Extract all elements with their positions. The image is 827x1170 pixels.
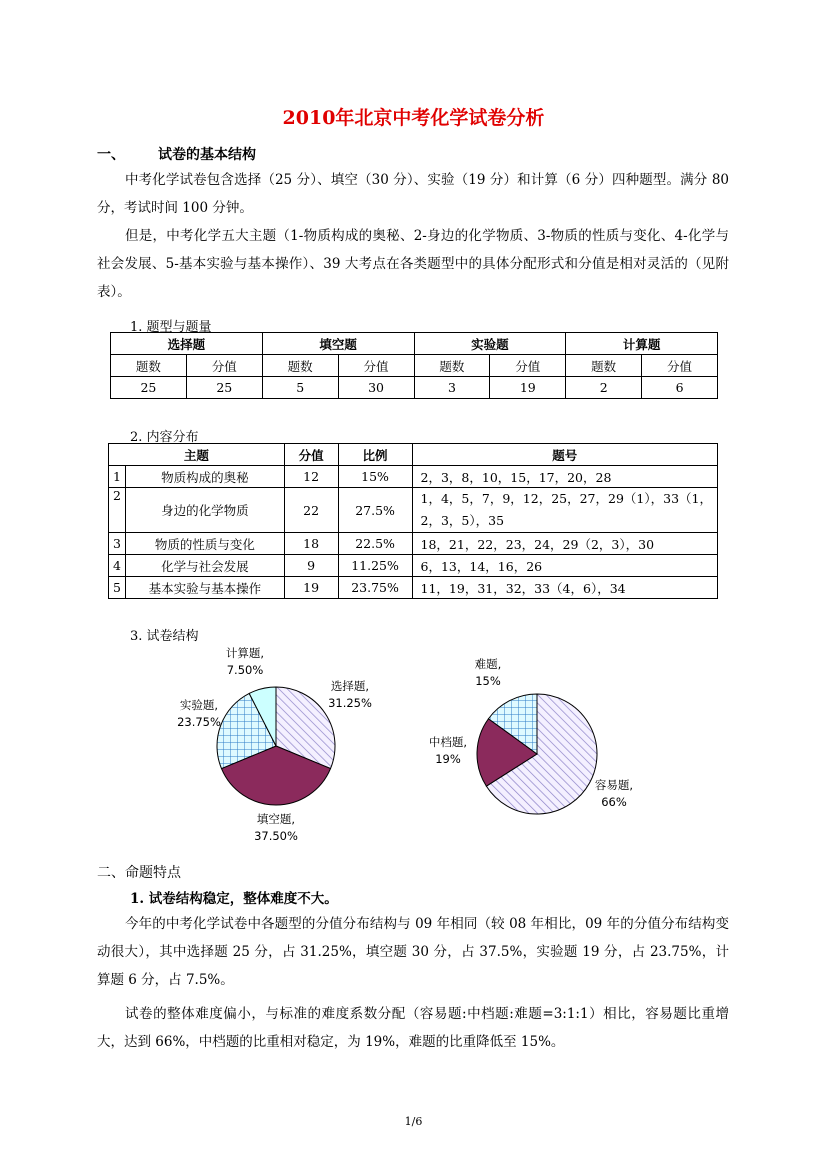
col-header: 比例 [338,444,412,466]
type-header: 计算题 [566,333,718,355]
paragraph: 但是，中考化学五大主题（1-物质构成的奥秘、2-身边的化学物质、3-物质的性质与变化、4-化学与社会发展、5-基本实验与基本操作）、39 大考点在各类题型中的具体分配形式和分值是相对灵活的（见附表）。 [97,228,729,300]
analysis-paragraphs [97,910,729,1056]
ratio-cell: 23.75% [338,577,412,599]
score-cell: 18 [284,533,338,555]
question-numbers-cell: 11，19，31，32，33（4，6），34 [412,577,717,599]
table-cell: 25 [111,377,187,399]
slice-label: 计算题, 7.50% [225,646,265,677]
ratio-cell: 15% [338,466,412,488]
col-header: 分值 [642,355,718,377]
table-cell: 5 [262,377,338,399]
ratio-cell: 22.5% [338,533,412,555]
topic-cell: 身边的化学物质 [125,488,284,533]
question-numbers-cell: 18，21，22，23，24，29（2，3），30 [412,533,717,555]
page-number: 1/6 [404,1115,423,1128]
col-header: 分值 [490,355,566,377]
section1-heading: 试卷的基本结构 [158,147,256,163]
topic-cell: 基本实验与基本操作 [125,577,284,599]
col-header: 分值 [186,355,262,377]
topic-cell: 物质构成的奥秘 [125,466,284,488]
slice-label: 中档题, 19% [428,735,468,766]
score-cell: 9 [284,555,338,577]
difficulty-pie-chart [476,693,598,815]
score-cell: 22 [284,488,338,533]
question-numbers-cell: 2，3，8，10，15，17，20，28 [412,466,717,488]
topic-cell: 化学与社会发展 [125,555,284,577]
table-cell: 2 [566,377,642,399]
row-number: 1 [109,466,126,488]
col-header: 题数 [414,355,490,377]
question-numbers-cell: 1，4，5，7，9，12，25，27，29（1），33（1，2，3，5），35 [412,488,717,533]
table-cell: 3 [414,377,490,399]
row-number: 2 [109,488,126,533]
table-row [109,555,718,577]
col-header: 题数 [262,355,338,377]
score-cell: 19 [284,577,338,599]
intro-paragraphs [97,166,729,306]
question-numbers-cell: 6，13，14，16，26 [412,555,717,577]
table-cell: 6 [642,377,718,399]
col-header: 分值 [284,444,338,466]
page-title: 2010年北京中考化学试卷分析 [282,107,545,129]
slice-label: 选择题, 31.25% [328,679,372,710]
row-number: 3 [109,533,126,555]
paragraph: 试卷的整体难度偏小，与标准的难度系数分配（容易题:中档题:难题=3:1:1）相比，容易题比重增大，达到 66%，中档题的比重相对稳定，为 19%，难题的比重降低至 15%。 [97,1006,729,1050]
content-distribution-table [108,443,718,599]
col-header: 题数 [566,355,642,377]
table-cell: 19 [490,377,566,399]
slice-label: 填空题, 37.50% [254,812,298,843]
subheading-stable-structure: 1. 试卷结构稳定，整体难度不大。 [130,891,338,907]
score-cell: 12 [284,466,338,488]
table-row [109,533,718,555]
type-header: 实验题 [414,333,566,355]
subheading-paper-structure: 3. 试卷结构 [130,629,199,644]
type-header: 填空题 [262,333,414,355]
subheading-content-distribution: 2. 内容分布 [130,430,199,445]
col-header: 分值 [338,355,414,377]
table-cell: 25 [186,377,262,399]
question-type-table [110,332,718,399]
topic-cell: 物质的性质与变化 [125,533,284,555]
section2-heading: 二、命题特点 [97,865,181,881]
table-row [109,488,718,533]
type-header: 选择题 [111,333,263,355]
row-number: 5 [109,577,126,599]
col-header: 主题 [109,444,285,466]
table-row [109,577,718,599]
table-row [109,466,718,488]
paragraph: 今年的中考化学试卷中各题型的分值分布结构与 09 年相同（较 08 年相比，09 年的分值分布结构变动很大），其中选择题 25 分，占 31.25%，填空题 30 分，占 37.5%，实验题 19 分，占 23.75%，计算题 6 分，占 7.5%。 [97,916,729,988]
col-header: 题号 [412,444,717,466]
row-number: 4 [109,555,126,577]
subheading-question-types: 1. 题型与题量 [130,320,212,335]
slice-label: 难题, 15% [474,657,502,688]
table-cell: 30 [338,377,414,399]
ratio-cell: 27.5% [338,488,412,533]
paragraph: 中考化学试卷包含选择（25 分）、填空（30 分）、实验（19 分）和计算（6 分）四种题型。满分 80 分，考试时间 100 分钟。 [97,172,729,216]
section1-number: 一、 [97,147,125,163]
ratio-cell: 11.25% [338,555,412,577]
col-header: 题数 [111,355,187,377]
slice-label: 容易题, 66% [594,778,634,809]
slice-label: 实验题, 23.75% [177,698,221,729]
